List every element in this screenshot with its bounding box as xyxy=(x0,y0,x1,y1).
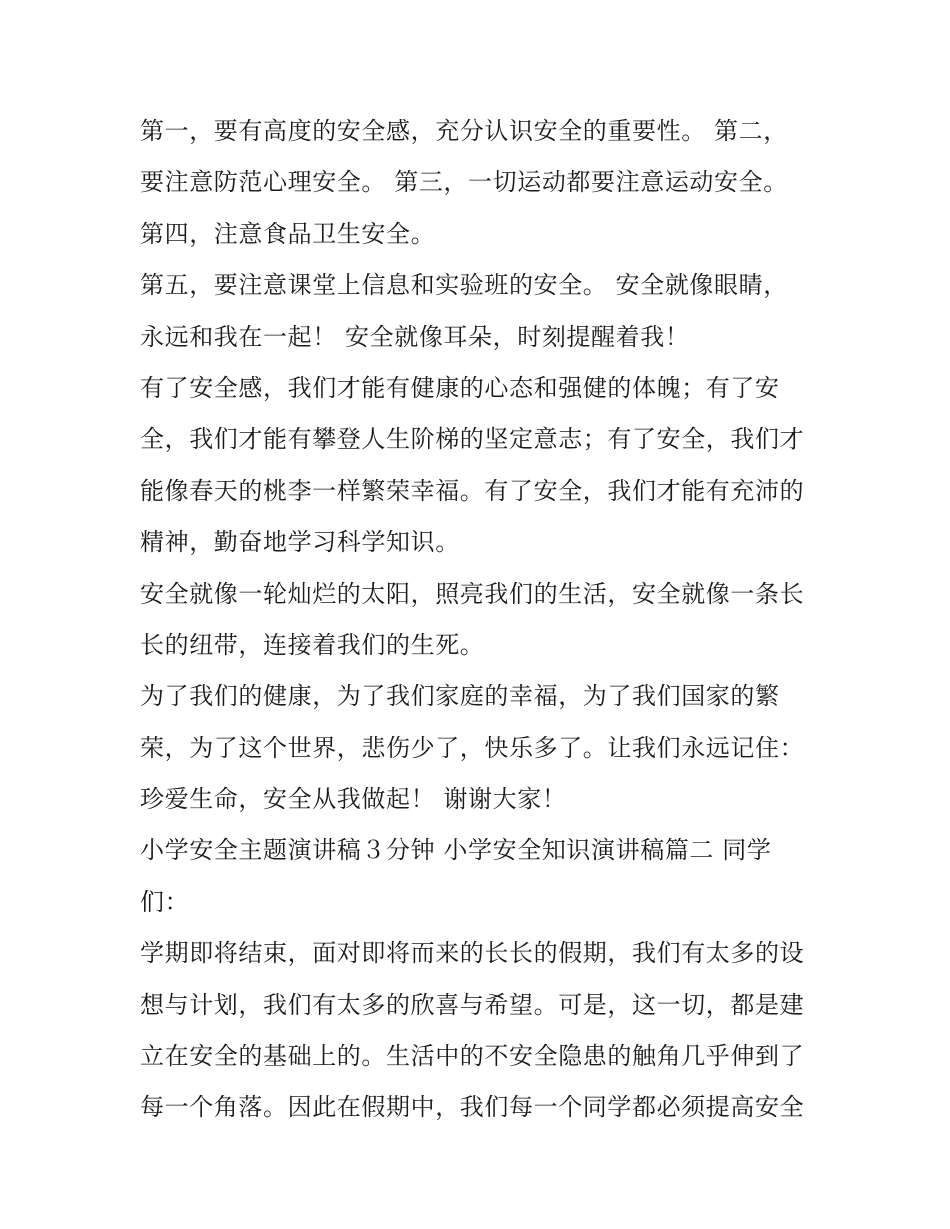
text-line: 第五，要注意课堂上信息和实验班的安全。 安全就像眼睛， xyxy=(140,271,788,300)
text-line: 第四，注意食品卫生安全。 xyxy=(140,219,436,248)
text-line: 想与计划，我们有太多的欣喜与希望。可是，这一切，都是建 xyxy=(140,990,805,1019)
text-line: 为了我们的健康，为了我们家庭的幸福，为了我们国家的繁 xyxy=(140,682,780,711)
text-line: 荣，为了这个世界，悲伤少了，快乐多了。让我们永远记住： xyxy=(140,733,805,762)
text-line: 永远和我在一起！ 安全就像耳朵，时刻提醒着我！ xyxy=(140,322,690,351)
text-line: 精神，勤奋地学习科学知识。 xyxy=(140,528,460,557)
section-heading-line: 小学安全主题演讲稿３分钟 小学安全知识演讲稿篇二 同学 xyxy=(140,836,772,865)
text-line: 有了安全感，我们才能有健康的心态和强健的体魄；有了安 xyxy=(140,373,780,402)
text-line: 全，我们才能有攀登人生阶梯的坚定意志；有了安全，我们才 xyxy=(140,425,805,454)
text-line: 要注意防范心理安全。 第三，一切运动都要注意运动安全。 xyxy=(140,168,788,197)
text-line: 每一个角落。因此在假期中，我们每一个同学都必须提高安全 xyxy=(140,1093,805,1122)
section-heading-line: 们： xyxy=(140,887,190,916)
document-body xyxy=(140,106,820,1134)
text-line: 能像春天的桃李一样繁荣幸福。有了安全，我们才能有充沛的 xyxy=(140,476,805,505)
text-line: 长的纽带，连接着我们的生死。 xyxy=(140,630,485,659)
text-line: 珍爱生命，安全从我做起！ 谢谢大家！ xyxy=(140,785,567,814)
text-line: 第一，要有高度的安全感，充分认识安全的重要性。 第二， xyxy=(140,117,788,145)
text-line: 学期即将结束，面对即将而来的长长的假期，我们有太多的设 xyxy=(140,939,805,968)
text-line: 安全就像一轮灿烂的太阳，照亮我们的生活，安全就像一条长 xyxy=(140,579,805,608)
text-line: 立在安全的基础上的。生活中的不安全隐患的触角几乎伸到了 xyxy=(140,1042,805,1071)
